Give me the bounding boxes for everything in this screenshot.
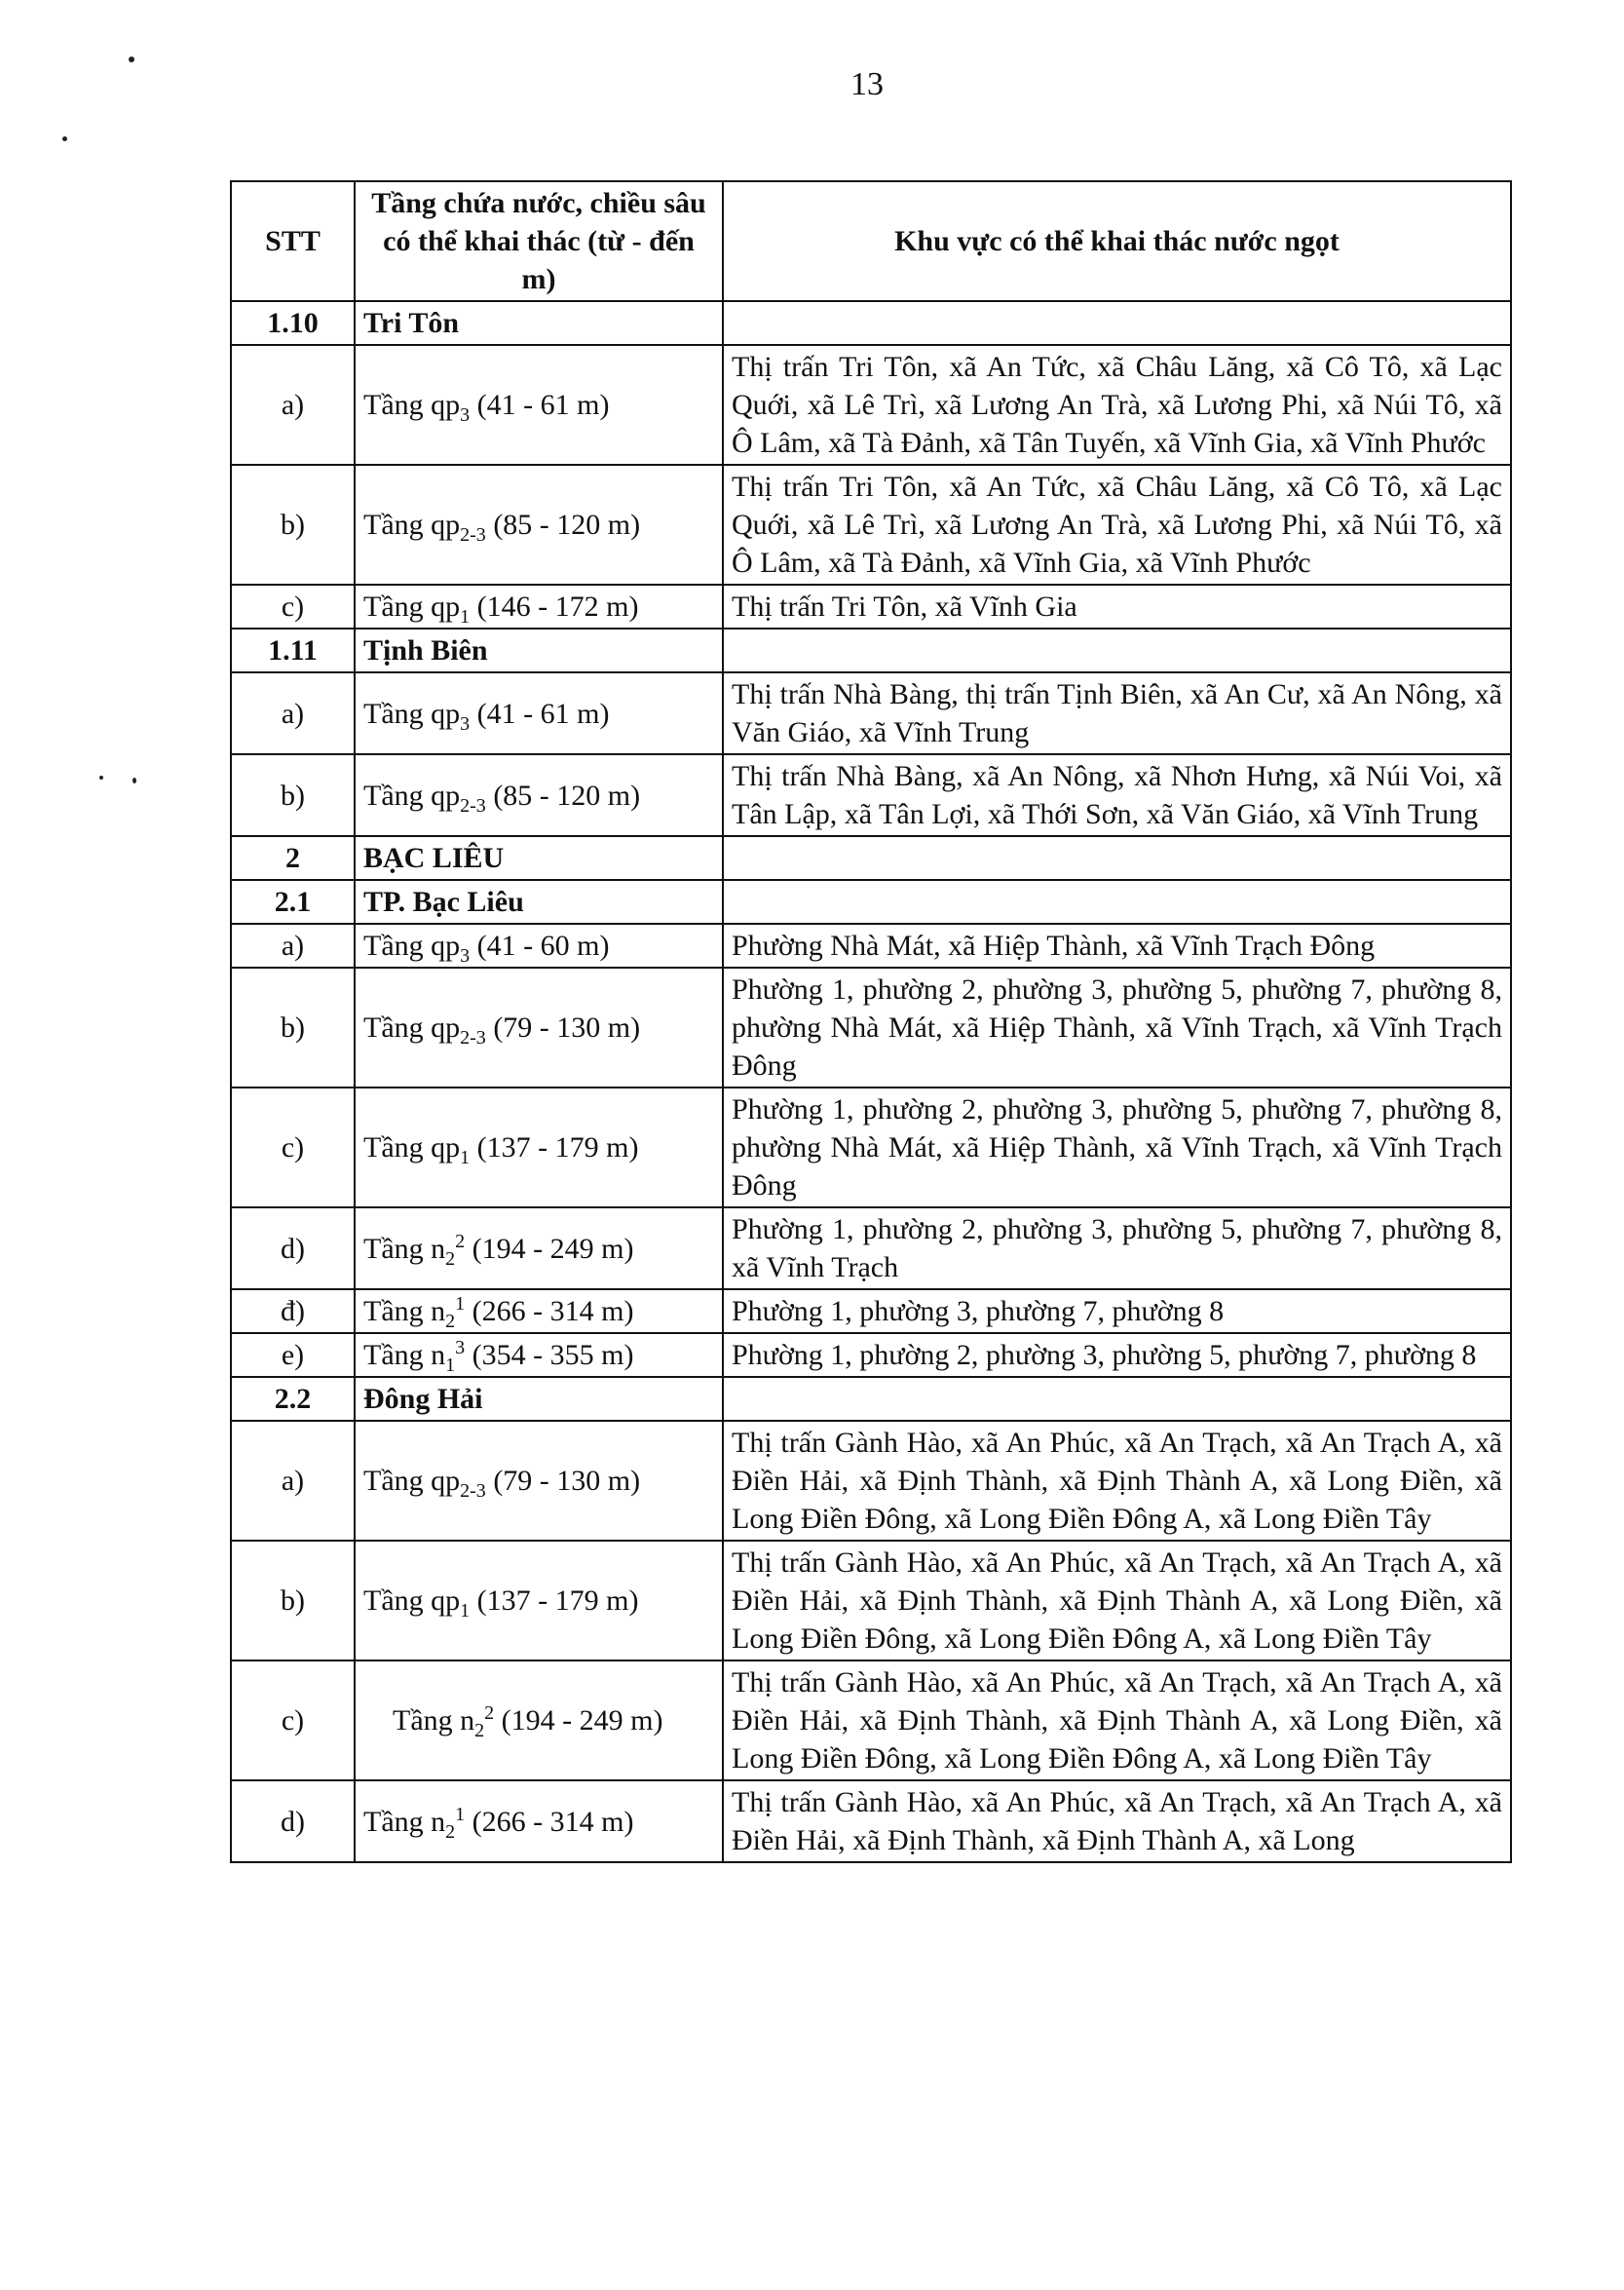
row-area: Phường 1, phường 3, phường 7, phường 8 xyxy=(723,1289,1511,1333)
layer-depth: (41 - 61 m) xyxy=(470,389,610,421)
layer-subscript: 2-3 xyxy=(460,1027,486,1049)
layer-subscript: 2-3 xyxy=(460,794,486,817)
row-layer xyxy=(355,345,723,465)
header-layer: Tầng chứa nước, chiều sâu có thể khai thác (từ - đến m) xyxy=(355,181,723,301)
layer-name: Tầng qp xyxy=(363,1011,461,1044)
layer-depth: (85 - 120 m) xyxy=(485,509,641,541)
section-stt: 1.11 xyxy=(231,629,355,672)
row-layer xyxy=(355,1660,723,1780)
layer-name: Tầng n xyxy=(363,1805,446,1838)
row-area: Thị trấn Tri Tôn, xã An Tức, xã Châu Lăng, xã Cô Tô, xã Lạc Quới, xã Lê Trì, xã Lương An Trà, xã Lương Phi, xã Núi Tô, xã Ô Lâm, xã Tà Đảnh, xã Vĩnh Gia, xã Vĩnh Phước xyxy=(723,465,1511,585)
layer-name: Tầng n xyxy=(363,1339,446,1371)
section-empty-cell xyxy=(723,1377,1511,1421)
page-number: 13 xyxy=(850,66,884,102)
row-layer xyxy=(355,924,723,968)
row-layer xyxy=(355,968,723,1088)
scan-speck xyxy=(132,778,136,783)
row-area: Thị trấn Nhà Bàng, thị trấn Tịnh Biên, xã An Cư, xã An Nông, xã Văn Giáo, xã Vĩnh Trung xyxy=(723,672,1511,754)
layer-name: Tầng qp xyxy=(363,1131,461,1164)
row-layer xyxy=(355,1289,723,1333)
layer-subscript: 1 xyxy=(460,606,471,628)
row-layer xyxy=(355,1207,723,1289)
section-stt: 2.1 xyxy=(231,880,355,924)
row-area: Thị trấn Gành Hào, xã An Phúc, xã An Trạch, xã An Trạch A, xã Điền Hải, xã Định Thành, xã Định Thành A, xã Long Điền, xã Long Điền Đông, xã Long Điền Đông A, xã Long Điền Tây xyxy=(723,1660,1511,1780)
section-name: Tri Tôn xyxy=(355,301,723,345)
row-layer xyxy=(355,1780,723,1862)
section-name: Tịnh Biên xyxy=(355,629,723,672)
row-stt: d) xyxy=(231,1780,355,1862)
layer-name: Tầng n xyxy=(393,1704,475,1737)
section-empty-cell xyxy=(723,301,1511,345)
section-stt: 2.2 xyxy=(231,1377,355,1421)
table-row xyxy=(231,672,1511,754)
layer-depth: (354 - 355 m) xyxy=(465,1339,634,1371)
layer-depth: (194 - 249 m) xyxy=(465,1232,634,1265)
row-stt: đ) xyxy=(231,1289,355,1333)
layer-subscript: 3 xyxy=(460,712,471,735)
row-layer xyxy=(355,1333,723,1377)
layer-subscript: 3 xyxy=(460,945,471,967)
layer-name: Tầng qp xyxy=(363,591,461,623)
row-stt: a) xyxy=(231,924,355,968)
section-name: BẠC LIÊU xyxy=(355,836,723,880)
table-row xyxy=(231,1333,1511,1377)
layer-name: Tầng qp xyxy=(363,697,461,730)
layer-name: Tầng qp xyxy=(363,1584,461,1617)
row-area: Thị trấn Gành Hào, xã An Phúc, xã An Trạch, xã An Trạch A, xã Điền Hải, xã Định Thành, xã Định Thành A, xã Long xyxy=(723,1780,1511,1862)
row-stt: d) xyxy=(231,1207,355,1289)
table-header-row xyxy=(231,181,1511,301)
row-layer xyxy=(355,1541,723,1660)
layer-superscript: 2 xyxy=(455,1230,466,1252)
layer-depth: (41 - 60 m) xyxy=(470,930,610,962)
row-stt: c) xyxy=(231,1660,355,1780)
scan-speck xyxy=(99,776,103,780)
layer-name: Tầng n xyxy=(363,1295,446,1327)
layer-subscript: 2-3 xyxy=(460,1480,486,1502)
layer-superscript: 2 xyxy=(484,1702,495,1724)
layer-superscript: 3 xyxy=(455,1337,466,1358)
layer-subscript: 1 xyxy=(460,1600,471,1622)
header-area: Khu vực có thể khai thác nước ngọt xyxy=(723,181,1511,301)
section-empty-cell xyxy=(723,629,1511,672)
section-row xyxy=(231,301,1511,345)
layer-depth: (79 - 130 m) xyxy=(485,1465,641,1497)
section-row xyxy=(231,1377,1511,1421)
layer-superscript: 1 xyxy=(455,1293,466,1315)
row-layer xyxy=(355,754,723,836)
table-row xyxy=(231,924,1511,968)
layer-depth: (137 - 179 m) xyxy=(470,1131,639,1164)
layer-subscript: 1 xyxy=(445,1355,456,1376)
row-stt: c) xyxy=(231,1088,355,1207)
table-row xyxy=(231,465,1511,585)
layer-name: Tầng qp xyxy=(363,509,461,541)
table-row xyxy=(231,1541,1511,1660)
row-area: Phường 1, phường 2, phường 3, phường 5, phường 7, phường 8, xã Vĩnh Trạch xyxy=(723,1207,1511,1289)
row-area: Thị trấn Nhà Bàng, xã An Nông, xã Nhơn Hưng, xã Núi Voi, xã Tân Lập, xã Tân Lợi, xã Thới Sơn, xã Văn Giáo, xã Vĩnh Trung xyxy=(723,754,1511,836)
layer-subscript: 2-3 xyxy=(460,524,486,546)
layer-name: Tầng qp xyxy=(363,930,461,962)
layer-name: Tầng qp xyxy=(363,1465,461,1497)
section-name: Đông Hải xyxy=(355,1377,723,1421)
layer-subscript: 2 xyxy=(445,1311,456,1332)
section-stt: 1.10 xyxy=(231,301,355,345)
table-row xyxy=(231,754,1511,836)
row-layer xyxy=(355,1421,723,1541)
layer-name: Tầng qp xyxy=(363,389,461,421)
row-layer xyxy=(355,465,723,585)
layer-depth: (79 - 130 m) xyxy=(485,1011,641,1044)
layer-name: Tầng qp xyxy=(363,779,461,812)
row-area: Phường 1, phường 2, phường 3, phường 5, phường 7, phường 8 xyxy=(723,1333,1511,1377)
layer-subscript: 1 xyxy=(460,1147,471,1168)
section-name: TP. Bạc Liêu xyxy=(355,880,723,924)
row-stt: b) xyxy=(231,968,355,1088)
section-row xyxy=(231,836,1511,880)
row-stt: a) xyxy=(231,1421,355,1541)
section-empty-cell xyxy=(723,880,1511,924)
freshwater-extraction-table xyxy=(230,180,1512,1863)
section-row xyxy=(231,880,1511,924)
layer-subscript: 2 xyxy=(445,1247,456,1270)
section-row xyxy=(231,629,1511,672)
table-row xyxy=(231,1421,1511,1541)
row-area: Thị trấn Tri Tôn, xã Vĩnh Gia xyxy=(723,585,1511,629)
section-empty-cell xyxy=(723,836,1511,880)
row-area: Thị trấn Gành Hào, xã An Phúc, xã An Trạch, xã An Trạch A, xã Điền Hải, xã Định Thành, xã Định Thành A, xã Long Điền, xã Long Điền Đông, xã Long Điền Đông A, xã Long Điền Tây xyxy=(723,1421,1511,1541)
table-row xyxy=(231,968,1511,1088)
row-stt: a) xyxy=(231,345,355,465)
row-stt: e) xyxy=(231,1333,355,1377)
row-stt: b) xyxy=(231,754,355,836)
row-stt: c) xyxy=(231,585,355,629)
layer-depth: (41 - 61 m) xyxy=(470,697,610,730)
layer-depth: (146 - 172 m) xyxy=(470,591,639,623)
row-area: Thị trấn Gành Hào, xã An Phúc, xã An Trạch, xã An Trạch A, xã Điền Hải, xã Định Thành, xã Định Thành A, xã Long Điền, xã Long Điền Đông, xã Long Điền Đông A, xã Long Điền Tây xyxy=(723,1541,1511,1660)
table-row xyxy=(231,1207,1511,1289)
row-layer xyxy=(355,1088,723,1207)
table-row xyxy=(231,1088,1511,1207)
scan-speck xyxy=(62,136,67,141)
header-stt: STT xyxy=(231,181,355,301)
table-row xyxy=(231,1780,1511,1862)
row-area: Phường Nhà Mát, xã Hiệp Thành, xã Vĩnh Trạch Đông xyxy=(723,924,1511,968)
row-area: Thị trấn Tri Tôn, xã An Tức, xã Châu Lăng, xã Cô Tô, xã Lạc Quới, xã Lê Trì, xã Lương An Trà, xã Lương Phi, xã Núi Tô, xã Ô Lâm, xã Tà Đảnh, xã Tân Tuyến, xã Vĩnh Gia, xã Vĩnh Phước xyxy=(723,345,1511,465)
table-row xyxy=(231,345,1511,465)
layer-depth: (266 - 314 m) xyxy=(465,1805,634,1838)
table-row xyxy=(231,585,1511,629)
table-row xyxy=(231,1289,1511,1333)
table-row xyxy=(231,1660,1511,1780)
row-area: Phường 1, phường 2, phường 3, phường 5, phường 7, phường 8, phường Nhà Mát, xã Hiệp Thành, xã Vĩnh Trạch, xã Vĩnh Trạch Đông xyxy=(723,1088,1511,1207)
layer-subscript: 3 xyxy=(460,404,471,426)
row-stt: b) xyxy=(231,465,355,585)
scan-speck xyxy=(129,57,134,62)
table-body xyxy=(231,301,1511,1862)
row-layer xyxy=(355,672,723,754)
row-stt: b) xyxy=(231,1541,355,1660)
layer-depth: (137 - 179 m) xyxy=(470,1584,639,1617)
layer-depth: (194 - 249 m) xyxy=(494,1704,663,1737)
section-stt: 2 xyxy=(231,836,355,880)
row-layer xyxy=(355,585,723,629)
layer-subscript: 2 xyxy=(445,1820,456,1843)
row-area: Phường 1, phường 2, phường 3, phường 5, phường 7, phường 8, phường Nhà Mát, xã Hiệp Thành, xã Vĩnh Trạch, xã Vĩnh Trạch Đông xyxy=(723,968,1511,1088)
layer-depth: (266 - 314 m) xyxy=(465,1295,634,1327)
layer-superscript: 1 xyxy=(455,1803,466,1825)
layer-depth: (85 - 120 m) xyxy=(485,779,641,812)
layer-name: Tầng n xyxy=(363,1232,446,1265)
layer-subscript: 2 xyxy=(474,1720,485,1741)
row-stt: a) xyxy=(231,672,355,754)
